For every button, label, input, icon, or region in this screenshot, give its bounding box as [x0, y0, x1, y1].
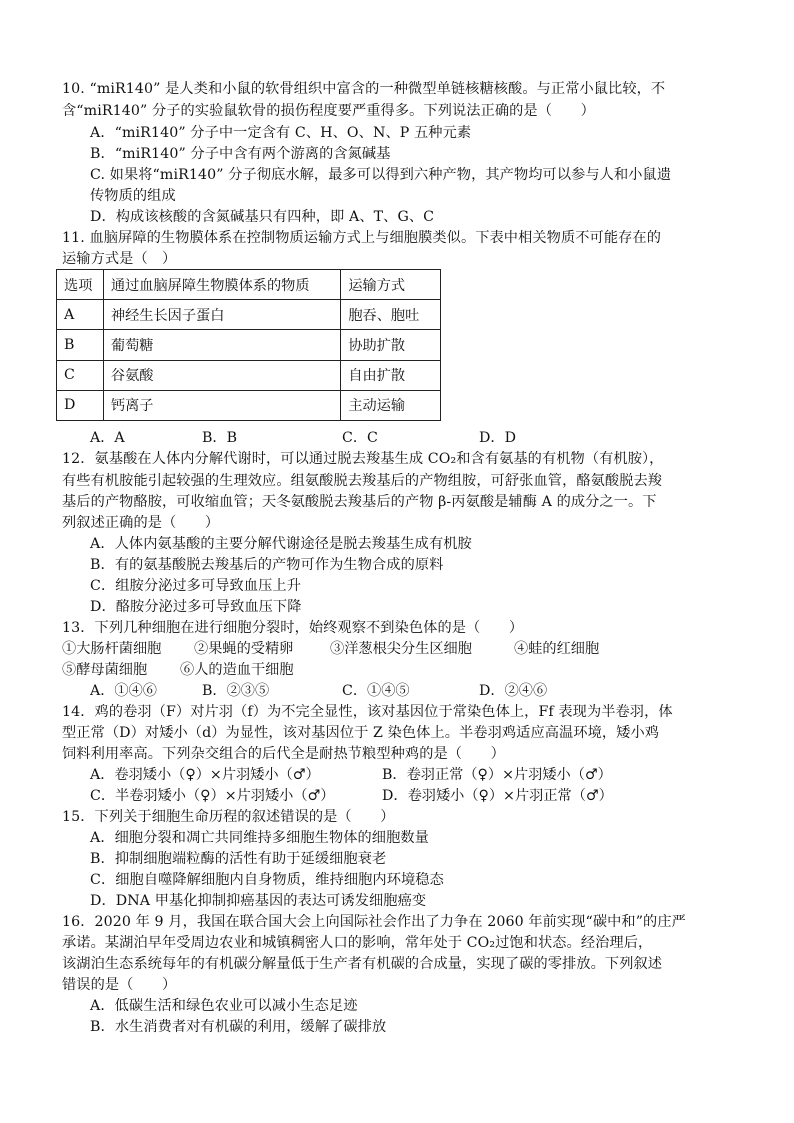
q14-stem-line-1: 14．鸡的卷羽（F）对片羽（f）为不完全显性，该对基因位于常染色体上，Ff 表现为半卷羽，体	[62, 704, 673, 720]
q13-item-1: ①大肠杆菌细胞	[62, 641, 162, 657]
q13-item-5: ⑤酵母菌细胞	[62, 662, 148, 678]
q12-stem-line-4: 列叙述正确的是（ ）	[62, 515, 220, 531]
q15-stem: 15．下列关于细胞生命历程的叙述错误的是（ ）	[62, 809, 395, 825]
q12-stem-line-3: 基后的产物酪胺，可收缩血管；天冬氨酸脱去羧基后的产物 β-丙氨酸是辅酶 A 的成分之一。下	[62, 494, 657, 510]
q13-choices	[90, 681, 690, 701]
q13-choice-c: C．①④⑤	[342, 683, 410, 699]
q15-option-a: A．细胞分裂和凋亡共同维持多细胞生物体的细胞数量	[90, 830, 429, 846]
table-cell: 谷氨酸	[103, 360, 340, 390]
table-header-cell: 通过血脑屏障生物膜体系的物质	[103, 270, 340, 300]
q11-options-table	[56, 269, 441, 421]
table-cell: 主动运输	[341, 390, 441, 420]
q16-option-a: A．低碳生活和绿色农业可以减小生态足迹	[90, 998, 358, 1014]
q14-stem-line-2: 型正常（D）对矮小（d）为显性，该对基因位于 Z 染色体上。半卷羽鸡适应高温环境，矮小鸡	[62, 725, 660, 741]
q12-stem-line-2: 有些有机胺能引起较强的生理效应。组氨酸脱去羧基后的产物组胺，可舒张血管，酪氨酸脱去羧	[62, 473, 663, 489]
q12-option-b: B．有的氨基酸脱去羧基后的产物可作为生物合成的原料	[90, 557, 444, 573]
table-cell: D	[57, 390, 104, 420]
table-header-row	[57, 270, 441, 300]
q16-stem-line-3: 该湖泊生态系统每年的有机碳分解量低于生产者有机碳的合成量，实现了碳的零排放。下列叙述	[62, 956, 663, 972]
q16-stem-line-4: 错误的是（ ）	[62, 977, 177, 993]
table-cell: 自由扩散	[341, 360, 441, 390]
q10-option-c: C. 如果将“miR140” 分子彻底水解，最多可以得到六种产物，其产物均可以参与人和小鼠遗	[90, 167, 672, 183]
table-cell: 神经生长因子蛋白	[103, 300, 340, 330]
q13-items-line-1	[62, 639, 682, 659]
table-cell: B	[57, 330, 104, 360]
q15-option-c: C．细胞自噬降解细胞内自身物质，维持细胞内环境稳态	[90, 872, 444, 888]
q12-option-c: C．组胺分泌过多可导致血压上升	[90, 578, 301, 594]
table-cell: C	[57, 360, 104, 390]
q11-choices	[90, 428, 690, 448]
q13-stem: 13．下列几种细胞在进行细胞分裂时，始终观察不到染色体的是（ ）	[62, 620, 524, 636]
q10-option-d: D．构成该核酸的含氮碱基只有四种，即 A、T、G、C	[90, 209, 435, 225]
q14-stem-line-3: 饲料利用率高。下列杂交组合的后代全是耐热节粮型种鸡的是（ ）	[62, 746, 505, 762]
q11-choice-d: D．D	[479, 430, 516, 446]
q14-choices-row-2	[90, 786, 710, 806]
q14-choice-a: A．卷羽矮小（♀）×片羽矮小（♂）	[90, 767, 320, 783]
q14-choice-b: B．卷羽正常（♀）×片羽矮小（♂）	[382, 767, 612, 783]
table-cell: A	[57, 300, 104, 330]
q12-option-d: D．酪胺分泌过多可导致血压下降	[90, 599, 302, 615]
q14-choice-c: C．半卷羽矮小（♀）×片羽矮小（♂）	[90, 788, 335, 804]
q12-option-a: A．人体内氨基酸的主要分解代谢途径是脱去羧基生成有机胺	[90, 536, 472, 552]
table-cell: 协助扩散	[341, 330, 441, 360]
table-row	[57, 360, 441, 390]
q16-stem-line-1: 16．2020 年 9 月，我国在联合国大会上向国际社会作出了力争在 2060 年前实现“碳中和”的庄严	[62, 914, 686, 930]
q11-stem-line-1: 11. 血脑屏障的生物膜体系在控制物质运输方式上与细胞膜类似。下表中相关物质不可能存在的	[62, 230, 661, 246]
table-header-cell: 选项	[57, 270, 104, 300]
q13-item-4: ④蛙的红细胞	[514, 641, 600, 657]
q13-choice-d: D．②④⑥	[479, 683, 548, 699]
q11-choice-a: A．A	[90, 430, 125, 446]
q15-option-b: B．抑制细胞端粒酶的活性有助于延缓细胞衰老	[90, 851, 387, 867]
q16-stem-line-2: 承诺。某湖泊早年受周边农业和城镇稠密人口的影响，常年处于 CO₂过饱和状态。经治理后，	[62, 935, 653, 951]
q13-items-line-2	[62, 660, 462, 680]
q11-choice-c: C．C	[342, 430, 378, 446]
q13-choice-a: A．①④⑥	[90, 683, 157, 699]
table-row	[57, 330, 441, 360]
table-row	[57, 390, 441, 420]
table-cell: 钙离子	[103, 390, 340, 420]
q13-item-3: ③洋葱根尖分生区细胞	[330, 641, 472, 657]
q14-choices-row-1	[90, 765, 710, 785]
q13-item-6: ⑥人的造血干细胞	[180, 662, 294, 678]
q11-choice-b: B．B	[202, 430, 238, 446]
q14-choice-d: D．卷羽矮小（♀）×片羽正常（♂）	[382, 788, 613, 804]
q12-stem-line-1: 12．氨基酸在人体内分解代谢时，可以通过脱去羧基生成 CO₂和含有氨基的有机物（有机胺），	[62, 451, 664, 467]
table-cell: 葡萄糖	[103, 330, 340, 360]
q10-option-b: B．“miR140” 分子中含有两个游离的含氮碱基	[90, 146, 391, 162]
table-cell: 胞吞、胞吐	[341, 300, 441, 330]
q10-stem-line-1: 10. “miR140” 是人类和小鼠的软骨组织中富含的一种微型单链核糖核酸。与正常小鼠比较，不	[62, 81, 666, 97]
q10-stem-line-2: 含“miR140” 分子的实验鼠软骨的损伤程度要严重得多。下列说法正确的是（ ）	[62, 103, 595, 119]
q11-stem-line-2: 运输方式是（ ）	[62, 251, 177, 267]
q16-option-b: B．水生消费者对有机碳的利用，缓解了碳排放	[90, 1019, 387, 1035]
q15-option-d: D．DNA 甲基化抑制抑癌基因的表达可诱发细胞癌变	[90, 893, 427, 909]
q13-choice-b: B．②③⑤	[202, 683, 270, 699]
q13-item-2: ②果蝇的受精卵	[194, 641, 294, 657]
q10-option-a: A．“miR140” 分子中一定含有 C、H、O、N、P 五种元素	[90, 125, 472, 141]
table-row	[57, 300, 441, 330]
table-header-cell: 运输方式	[341, 270, 441, 300]
q10-option-c-cont: 传物质的组成	[90, 188, 176, 204]
